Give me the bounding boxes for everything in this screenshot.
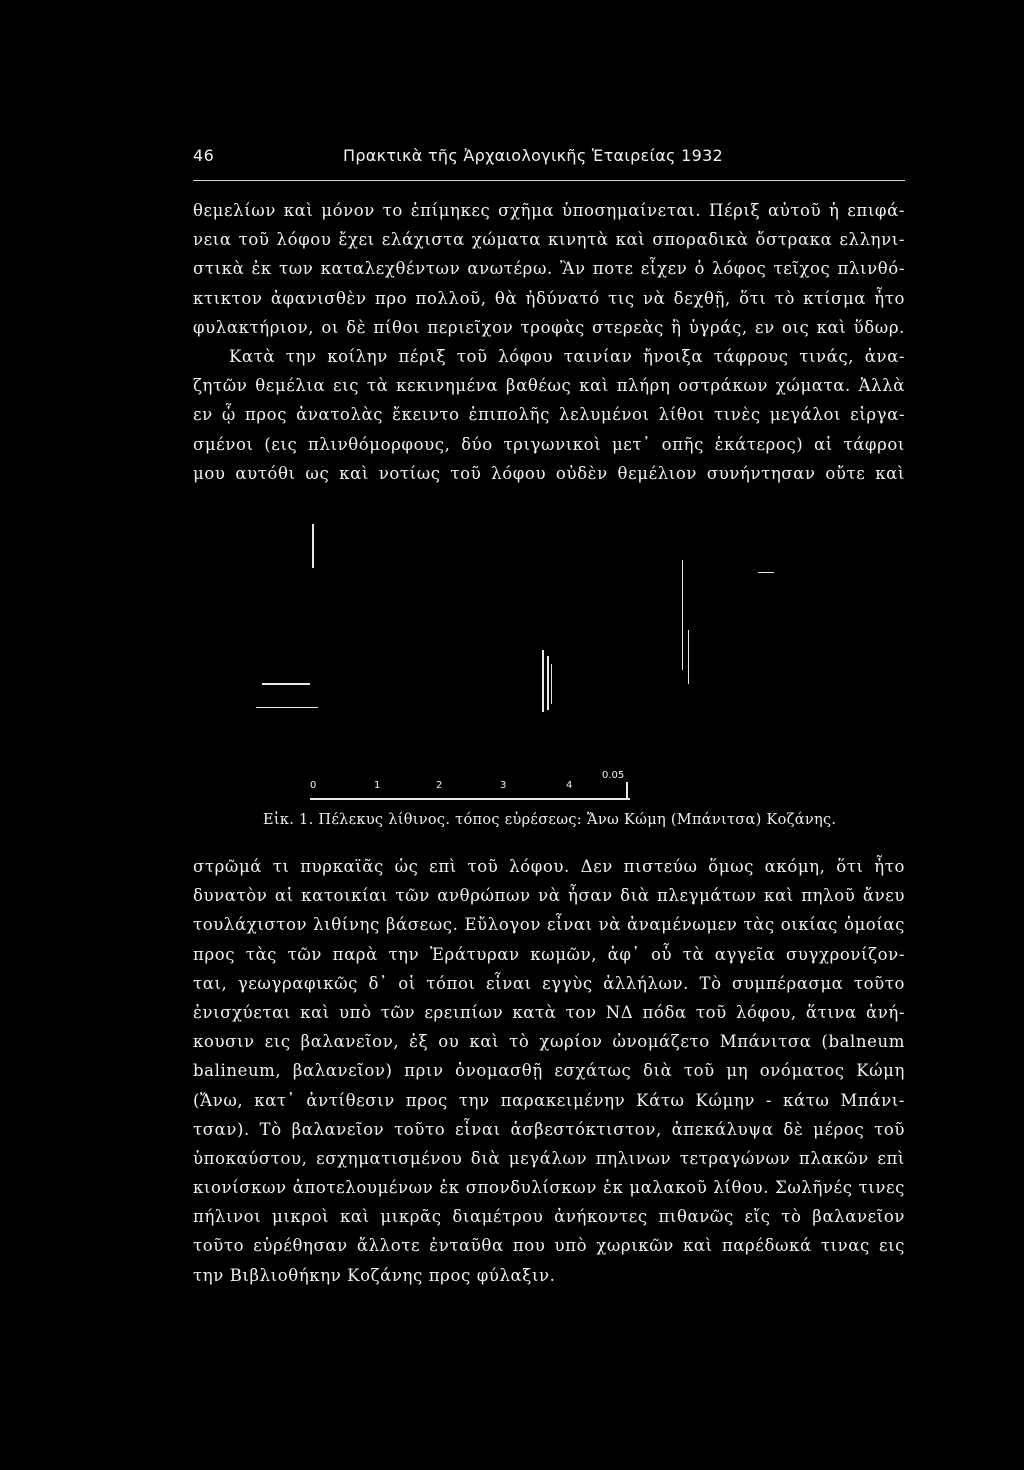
figure-mark [256, 707, 318, 708]
figure-mark [542, 650, 544, 712]
scale-label: 0.05 [602, 770, 625, 781]
figure-mark [547, 656, 549, 710]
text-line: (Ἄνω, κατ᾽ ἀντίθεσιν προς την παρακειμένην Κάτω Κώμην - κάτω Μπάνι- [193, 1090, 905, 1110]
text-line: balineum, βαλανεῖον) πριν ὀνομασθῇ εσχάτως διὰ τοῦ μη ονόματος Κώμη [193, 1061, 905, 1081]
scale-label: 4 [566, 780, 573, 791]
figure-mark [262, 683, 310, 685]
text-line: τουλάχιστον λιθίνης βάσεως. Εὔλογον εἶναι νὰ ἀναμένωμεν τὰς οικίας ὁμοίας [193, 915, 905, 935]
text-line: κιονίσκων ἀποτελουμένων ἐκ σπονδυλίσκων ἐκ μαλακοῦ λίθου. Σωλῆνές τινες [193, 1178, 905, 1198]
text-line: την Βιβλιοθήκην Κοζάνης προς φύλαξιν. [193, 1265, 556, 1285]
paragraph-top [193, 196, 905, 488]
text-line: μου αυτόθι ως καὶ νοτίως τοῦ λόφου οὐδὲν θεμέλιον συνήντησαν οὔτε καὶ [193, 463, 905, 483]
scale-label: 2 [436, 780, 443, 791]
text-line: τσαν). Τὸ βαλανεῖον τοῦτο εἶναι ἀσβεστόκτιστον, ἀπεκάλυψα δὲ μέρος τοῦ [193, 1119, 905, 1139]
scale-label: 0 [310, 780, 317, 791]
text-line: πήλινοι μικροὶ καὶ μικρᾶς διαμέτρου ἀνήκοντες πιθανῶς εἴς τὸ βαλανεῖον [193, 1207, 905, 1227]
scale-label: 1 [374, 780, 381, 791]
text-line: δυνατὸν αἱ κατοικίαι τῶν ανθρώπων νὰ ἦσαν διὰ πλεγμάτων καὶ πηλοῦ ἄνευ [193, 886, 905, 906]
running-header [193, 146, 905, 181]
figure-mark [688, 630, 689, 684]
text-line: κουσιν εις βαλανεῖον, ἐξ ου καὶ τὸ χωρίον ὠνομάζετο Μπάνιτσα (balneum [193, 1032, 905, 1052]
running-title: Πρακτικὰ τῆς Ἀρχαιολογικῆς Ἑταιρείας 1932 [343, 146, 724, 165]
figure-mark [758, 572, 774, 573]
text-line: σμένοι (εις πλινθόμορφους, δύο τριγωνικοὶ μετ᾽ οπῆς ἑκάτερος) αἱ τάφροι [193, 434, 905, 454]
figure-mark [551, 664, 552, 704]
text-line: προς τὰς τῶν παρὰ την Ἐράτυραν κωμῶν, ἀφ᾽ οὗ τὰ αγγεῖα συγχρονίζον- [193, 944, 905, 964]
text-line: ται, γεωγραφικῶς δ᾽ οἱ τόποι εἶναι εγγὺς ἀλλήλων. Τὸ συμπέρασμα τοῦτο [193, 973, 905, 993]
figure-mark [312, 524, 314, 568]
text-line: ἐνισχύεται καὶ υπὸ τῶν ερειπίων κατὰ τον ΝΔ πόδα τοῦ λόφου, ἅτινα ἀνή- [193, 1002, 905, 1022]
scale-bar [310, 798, 630, 800]
text-line: κτικτον ἀφανισθὲν προ πολλοῦ, θὰ ἠδύνατό τις νὰ δεχθῇ, ὅτι τὸ κτίσμα ἦτο [193, 288, 905, 308]
text-line: Κατὰ την κοίλην πέριξ τοῦ λόφου ταινίαν ἤνοιξα τάφρους τινάς, ἀνα- [229, 346, 905, 366]
scale-bar-end [626, 782, 628, 800]
paragraph-bottom [193, 852, 905, 1290]
figure-caption: Εἰκ. 1. Πέλεκυς λίθινος. τόπος εὑρέσεως: Ἄνω Κώμη (Μπάνιτσα) Κοζάνης. [263, 812, 837, 828]
text-line: ζητῶν θεμέλια εις τὰ κεκινημένα βαθέως καὶ πλήρη οστράκων χώματα. Ἀλλὰ [193, 376, 905, 396]
text-line: φυλακτήριον, οι δὲ πίθοι περιεῖχον τροφὰς στερεὰς ἢ ὑγράς, εν οις καὶ ὕδωρ. [193, 317, 905, 337]
text-line: εν ᾧ προς ἀνατολὰς ἔκειντο ἐπιπολῆς λελυμένοι λίθοι τινὲς μεγάλοι εἰργα- [193, 405, 905, 425]
figure-mark [682, 560, 683, 670]
text-line: ὑποκαύστου, εσχηματισμένου διὰ μεγάλων πηλινων τετραγώνων πλακῶν επὶ [193, 1148, 905, 1168]
scale-label: 3 [500, 780, 507, 791]
page-number: 46 [193, 146, 215, 165]
text-line: στρῶμά τι πυρκαϊᾶς ὡς επὶ τοῦ λόφου. Δεν πιστεύω ὅμως ακόμη, ὅτι ἦτο [193, 857, 905, 876]
text-line: τοῦτο εὑρέθησαν ἄλλοτε ἐνταῦθα που υπὸ χωρικῶν καὶ παρέδωκά τινας εις [193, 1236, 905, 1256]
text-line: θεμελίων καὶ μόνον το ἐπίμηκες σχῆμα ὑποσημαίνεται. Πέριξ αὐτοῦ ἡ επιφά- [193, 201, 905, 220]
text-line: στικὰ ἐκ των καταλεχθέντων ανωτέρω. Ἂν ποτε εἶχεν ὁ λόφος τεῖχος πλινθό- [193, 259, 905, 279]
text-line: νεια τοῦ λόφου ἔχει ελάχιστα χώματα κινητὰ καὶ σποραδικὰ ὄστρακα ελληνι- [193, 230, 905, 250]
figure-stone-axe [250, 520, 810, 810]
